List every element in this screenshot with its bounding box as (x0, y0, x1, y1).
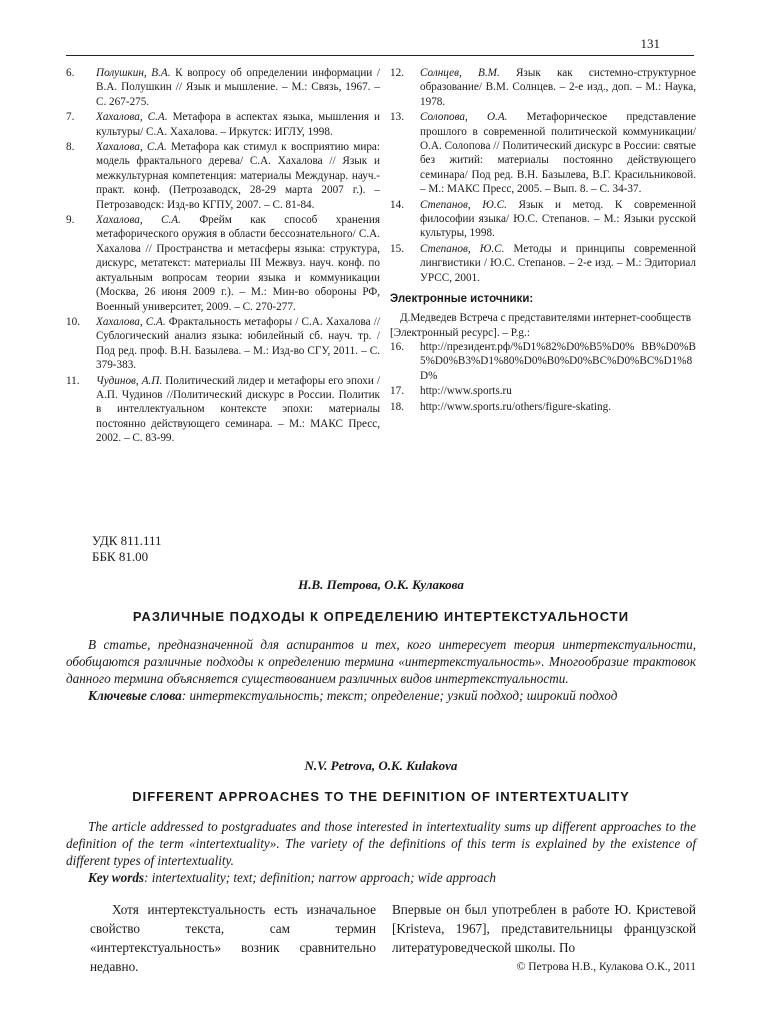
russian-abstract: В статье, предназначенной для аспирантов и тех, кого интересует теория интертекстуальности, обобщаются различные подходы к определению термина «интертекстуальность». Многообразие трактовок данного термина объясняется существованием различных видов интертекстуальности. (66, 637, 696, 686)
russian-authors-block (66, 577, 696, 593)
russian-keywords-label: Ключевые слова (88, 688, 182, 703)
reference-item: 9. Хахалова, С.А. Фрейм как способ хранения метафорического оружия в области бессознательного/ С.А. Хахалова // Пространства и метасферы языка: структура, дискурс, метатекст: материалы III Межвуз. науч. конф. по актуальным вопросам теории языка и коммуникации (Москва, 26 июня 2009 г.). – М.: Мин-во обороны РФ, Военный университет, 2009. – С. 270-277. (66, 214, 380, 313)
russian-article-title: РАЗЛИЧНЫЕ ПОДХОДЫ К ОПРЕДЕЛЕНИЮ ИНТЕРТЕКСТУАЛЬНОСТИ (132, 609, 630, 624)
udk-code: УДК 811.111 (92, 533, 162, 548)
reference-item: 11. Чудинов, А.П. Политический лидер и метафоры его эпохи / А.П. Чудинов //Политический дискурс в России. Политик в интеллектуальном контексте эпохи: материалы постоянно действующего семинара. – М.: МАКС Пресс, 2002. – С. 83-99. (66, 374, 380, 445)
reference-item: 10. Хахалова, С.А. Фрактальность метафоры / С.А. Хахалова // Сублогический анализ языка: юбилейный сб. науч. тр. / Под ред. проф. В.Н. Базылева. – М.: Изд-во СГУ, 2011. – С. 379-383. (66, 315, 380, 372)
body-text-left: Хотя интертекстуальность есть изначальное свойство текста, сам термин «интертекстуальность» возник сравнительно недавно. (90, 902, 376, 974)
body-text-right: Впервые он был употреблен в работе Ю. Кристевой [Kristeva, 1967], представительницы французской литературоведческой школы. По (392, 902, 696, 955)
electronic-reference-item: 16. http://президент.рф/%D1%82%D0%B5%D0% BB%D0%B5%D0%B3%D1%80%D0%B0%D0%BC%D0%BC%D1%8D% (390, 340, 696, 382)
page-number: 131 (640, 36, 660, 51)
electronic-reference-item: 17. http://www.sports.ru (390, 385, 512, 398)
english-abstract: The article addressed to postgraduates and those interested in intertextuality sums up different approaches to the definition of the term «intertextuality». The variety of the definitions of this term is explained by the existence of different types of intertextuality. (66, 819, 696, 868)
top-rule (66, 55, 694, 56)
electronic-reference-item: 18. http://www.sports.ru/others/figure-skating. (390, 400, 611, 413)
electronic-sources-heading: Электронные источники: (390, 293, 534, 306)
reference-item: 13. Солопова, О.А. Метафорическое представление прошлого в современной политической коммуникации/ О.А. Солопова // Политический дискурс в России: святые без житий: материалы постоянно действующего семинара/ Под ред. В.Н. Базылева, В.Г. Красильниковой. – М.: МАКС Пресс, 2005. – Вып. 8. – С. 34-37. (390, 111, 696, 196)
references-right-column (390, 66, 696, 415)
english-article-title: DIFFERENT APPROACHES TO THE DEFINITION OF INTERTEXTUALITY (132, 789, 630, 804)
russian-keywords (66, 687, 696, 704)
english-abstract-block (66, 818, 696, 886)
references-left-column (66, 66, 380, 447)
reference-item: 8. Хахалова, С.А. Метафора как стимул к восприятию мира: модель фрактального дерева/ С.А. Хахалова // Язык и межкультурная компетенция: материалы Междунар. науч.-практ. конф. (Петрозаводск, 28-29 марта 2007 г.). – Петрозаводск: Изд-во КГПУ, 2007. – С. 81-84. (66, 141, 380, 211)
copyright-notice: © Петрова Н.В., Кулакова О.К., 2011 (516, 961, 696, 973)
english-title-block (66, 789, 696, 804)
reference-item: 6. Полушкин, В.А. К вопросу об определении информации / В.А. Полушкин // Язык и мышление. – М.: Связь, 1967. – С. 267-275. (66, 67, 380, 108)
reference-item: 12. Солнцев, В.М. Язык как системно-структурное образование/ В.М. Солнцев. – 2-е изд., доп. – М.: Наука, 1978. (390, 67, 696, 108)
english-keywords-label: Key words (88, 870, 145, 885)
english-authors-block (66, 758, 696, 774)
english-keywords (66, 869, 696, 886)
english-authors: N.V. Petrova, O.K. Kulakova (304, 758, 458, 773)
electronic-sources-intro: Д.Медведев Встреча с представителями интернет-сообществ [Электронный ресурс]. – Р.g.: (390, 312, 691, 339)
russian-abstract-block (66, 636, 696, 704)
bbk-code: ББК 81.00 (92, 549, 149, 564)
russian-title-block (66, 609, 696, 624)
russian-authors: Н.В. Петрова, О.К. Кулакова (298, 577, 464, 592)
reference-item: 7. Хахалова, С.А. Метафора в аспектах языка, мышления и культуры/ С.А. Хахалова. – Иркутск: ИГЛУ, 1998. (66, 111, 380, 138)
classification-codes (92, 533, 161, 565)
reference-item: 15. Степанов, Ю.С. Методы и принципы современной лингвистики / Ю.С. Степанов. – 2-е изд. – М.: Эдиториал УРСС, 2001. (390, 242, 696, 284)
english-keywords-text: : intertextuality; text; definition; narrow approach; wide approach (144, 870, 497, 885)
reference-item: 14. Степанов, Ю.С. Язык и метод. К современной философии языка/ Ю.С. Степанов. – М.: Языки русской культуры, 1998. (390, 198, 696, 240)
russian-keywords-text: : интертекстуальность; текст; определение; узкий подход; широкий подход (181, 688, 618, 703)
